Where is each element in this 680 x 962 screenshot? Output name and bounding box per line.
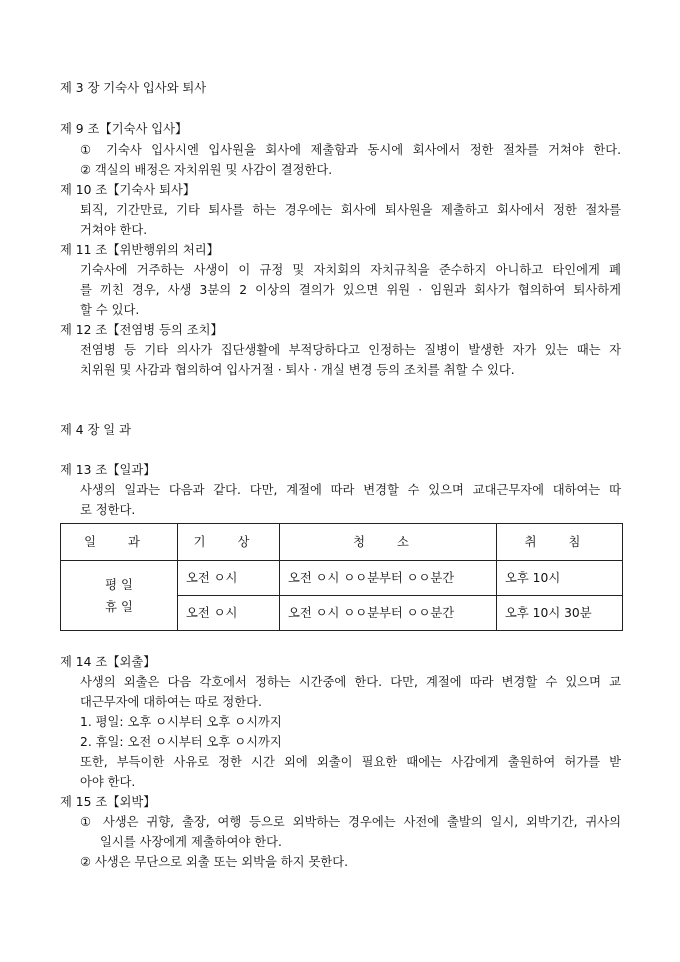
article-9-item-1: ① 기숙사 입사시엔 입사원을 회사에 제출함과 동시에 회사에서 정한 절차를 거쳐야 한다.: [80, 143, 621, 157]
holiday-bedtime: 오후 10시 30분: [497, 596, 623, 631]
row-label-weekday: 평 일: [105, 577, 133, 592]
chapter-4-heading: 제 4 장 일 과: [60, 423, 131, 437]
article-15-item-1-cont: 일시를 사장에게 제출하여야 한다.: [100, 835, 282, 849]
article-14-line-6: 아야 한다.: [80, 775, 136, 789]
article-14-line-1: 사생의 외출은 다음 각호에서 정하는 시간중에 한다. 다만, 계절에 따라 변경할 수 있으며 교: [80, 675, 621, 689]
article-14-holiday-hours: 2. 휴일: 오전 ㅇ시부터 오후 ㅇ시까지: [80, 735, 282, 749]
article-11-line-3: 할 수 있다.: [80, 303, 140, 317]
header-wake-up: 기 상: [178, 524, 280, 561]
chapter-3-heading: 제 3 장 기숙사 입사와 퇴사: [60, 81, 207, 95]
article-14-title: 제 14 조【외출】: [60, 655, 156, 669]
article-10-line-1: 퇴직, 기간만료, 기타 퇴사를 하는 경우에는 회사에 퇴사원을 제출하고 회사에서 정한 절차를: [80, 203, 621, 217]
article-12-line-2: 치위원 및 사감과 협의하여 입사거절 · 퇴사 · 개실 변경 등의 조치를 취할 수 있다.: [80, 363, 515, 377]
article-13-line-2: 로 정한다.: [80, 503, 136, 517]
article-13-line-1: 사생의 일과는 다음과 같다. 다만, 계절에 따라 변경할 수 있으며 교대근무자에 대하여는 따: [80, 483, 621, 497]
article-14-weekday-hours: 1. 평일: 오후 ㅇ시부터 오후 ㅇ시까지: [80, 715, 282, 729]
article-9-title: 제 9 조【기숙사 입사】: [60, 122, 188, 136]
article-13-title: 제 13 조【일과】: [60, 463, 156, 477]
row-label-cell: [61, 561, 178, 631]
weekday-wake-time: 오전 ㅇ시: [178, 561, 280, 596]
article-12-line-1: 전염병 등 기타 의사가 집단생활에 부적당하다고 인정하는 질병이 발생한 자가 있는 때는 자: [80, 343, 621, 357]
article-15-item-2: ② 사생은 무단으로 외출 또는 외박을 하지 못한다.: [80, 855, 348, 869]
row-label-holiday: 휴 일: [105, 599, 133, 614]
article-11-line-1: 기숙사에 거주하는 사생이 이 규정 및 자치회의 자치규칙을 준수하지 아니하고 타인에게 폐: [80, 263, 621, 277]
article-10-title: 제 10 조【기숙사 퇴사】: [60, 183, 196, 197]
weekday-bedtime: 오후 10시: [497, 561, 623, 596]
article-11-title: 제 11 조【위반행위의 처리】: [60, 243, 219, 257]
header-daily-routine: 일 과: [61, 524, 178, 561]
daily-schedule-table: [60, 523, 623, 631]
article-14-line-2: 대근무자에 대하여는 따로 정한다.: [80, 695, 262, 709]
holiday-wake-time: 오전 ㅇ시: [178, 596, 280, 631]
article-9-item-2: ② 객실의 배정은 자치위원 및 사감이 결정한다.: [80, 163, 333, 177]
article-10-line-2: 거쳐야 한다.: [80, 223, 148, 237]
table-row: [61, 561, 623, 596]
article-15-title: 제 15 조【외박】: [60, 795, 156, 809]
article-12-title: 제 12 조【전염병 등의 조치】: [60, 323, 223, 337]
weekday-cleaning-time: 오전 ㅇ시 ㅇㅇ분부터 ㅇㅇ분간: [280, 561, 497, 596]
holiday-cleaning-time: 오전 ㅇ시 ㅇㅇ분부터 ㅇㅇ분간: [280, 596, 497, 631]
article-14-line-5: 또한, 부득이한 사유로 정한 시간 외에 외출이 필요한 때에는 사감에게 출원하여 허가를 받: [80, 755, 621, 769]
header-bedtime: 취 침: [497, 524, 623, 561]
table-header-row: [61, 524, 623, 561]
article-15-item-1: ① 사생은 귀향, 출장, 여행 등으로 외박하는 경우에는 사전에 출발의 일시, 외박기간, 귀사의: [80, 815, 621, 829]
article-11-line-2: 를 끼친 경우, 사생 3분의 2 이상의 결의가 있으면 위원 · 임원과 회사가 협의하여 퇴사하게: [80, 283, 621, 297]
header-cleaning: 청 소: [280, 524, 497, 561]
